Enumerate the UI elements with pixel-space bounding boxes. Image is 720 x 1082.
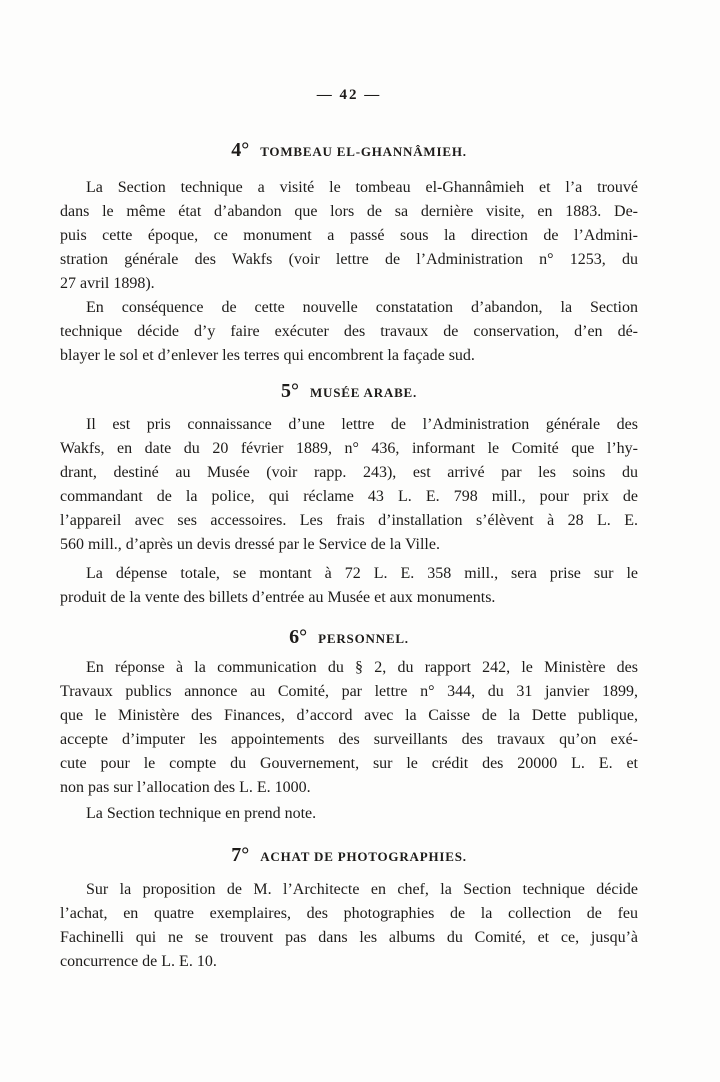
section-number: 4° xyxy=(231,139,250,161)
paragraph-line: l’appareil avec ses accessoires. Les frais d’installation s’élèvent à 28 L. E. xyxy=(60,512,638,529)
paragraph-line: accepte d’imputer les appointements des surveillants des travaux qu’on exé- xyxy=(60,731,638,748)
section-heading-personnel xyxy=(60,624,638,652)
paragraph-line: l’achat, en quatre exemplaires, des photographies de la collection de feu xyxy=(60,905,638,922)
section-title: PERSONNEL. xyxy=(318,631,409,646)
paragraph-line: technique décide d’y faire exécuter des travaux de conservation, d’en dé- xyxy=(60,323,638,340)
text-column xyxy=(60,84,638,974)
section-heading-photographies xyxy=(60,842,638,870)
paragraph-line: que le Ministère des Finances, d’accord avec la Caisse de la Dette publique, xyxy=(60,707,638,724)
paragraph-line: Travaux publics annonce au Comité, par lettre n° 344, du 31 janvier 1899, xyxy=(60,683,638,700)
section-number: 6° xyxy=(289,626,308,648)
paragraph-line: concurrence de L. E. 10. xyxy=(60,953,217,970)
paragraph-line: La dépense totale, se montant à 72 L. E. 358 mill., sera prise sur le xyxy=(86,565,638,582)
paragraph-line: blayer le sol et d’enlever les terres qui encombrent la façade sud. xyxy=(60,347,475,364)
paragraph-line: 27 avril 1898). xyxy=(60,275,155,292)
section-title: TOMBEAU EL-GHANNÂMIEH. xyxy=(260,144,467,159)
paragraph-line: produit de la vente des billets d’entrée au Musée et aux monuments. xyxy=(60,589,496,606)
paragraph xyxy=(60,176,638,296)
paragraph-line: En conséquence de cette nouvelle constatation d’abandon, la Section xyxy=(86,299,638,316)
section-title: ACHAT DE PHOTOGRAPHIES. xyxy=(260,849,467,864)
section-heading-tombeau xyxy=(60,137,638,165)
paragraph-line: commandant de la police, qui réclame 43 L. E. 798 mill., pour prix de xyxy=(60,488,638,505)
paragraph xyxy=(60,878,638,974)
paragraph-line: non pas sur l’allocation des L. E. 1000. xyxy=(60,779,311,796)
page-number: — 42 — xyxy=(316,87,382,103)
paragraph-line: Sur la proposition de M. l’Architecte en chef, la Section technique décide xyxy=(86,881,638,898)
paragraph-line: drant, destiné au Musée (voir rapp. 243), est arrivé par les soins du xyxy=(60,464,638,481)
paragraph-line: Il est pris connaissance d’une lettre de l’Administration générale des xyxy=(86,416,638,433)
paragraph-line: La Section technique en prend note. xyxy=(86,805,317,822)
paragraph xyxy=(60,656,638,800)
paragraph-line: En réponse à la communication du § 2, du rapport 242, le Ministère des xyxy=(86,659,638,676)
paragraph-line: Fachinelli qui ne se trouvent pas dans les albums du Comité, et ce, jusqu’à xyxy=(60,929,638,946)
paragraph-line: 560 mill., d’après un devis dressé par le Service de la Ville. xyxy=(60,536,440,553)
section-number: 7° xyxy=(231,844,250,866)
section-title: MUSÉE ARABE. xyxy=(309,385,418,400)
paragraph xyxy=(60,562,638,610)
paragraph-line: La Section technique a visité le tombeau el-Ghannâmieh et l’a trouvé xyxy=(86,179,638,196)
paragraph-line: dans le même état d’abandon que lors de sa dernière visite, en 1883. De- xyxy=(60,203,638,220)
paragraph-line: cute pour le compte du Gouvernement, sur le crédit des 20000 L. E. et xyxy=(60,755,638,772)
section-number: 5° xyxy=(280,380,299,402)
paragraph xyxy=(60,413,638,557)
paragraph xyxy=(60,802,638,826)
paragraph-line: Wakfs, en date du 20 février 1889, n° 436, informant le Comité que l’hy- xyxy=(60,440,638,457)
section-heading-musee xyxy=(60,378,638,406)
paragraph-line: puis cette époque, ce monument a passé sous la direction de l’Admini- xyxy=(60,227,638,244)
paragraph-line: stration générale des Wakfs (voir lettre de l’Administration n° 1253, du xyxy=(60,251,638,268)
paragraph xyxy=(60,296,638,368)
